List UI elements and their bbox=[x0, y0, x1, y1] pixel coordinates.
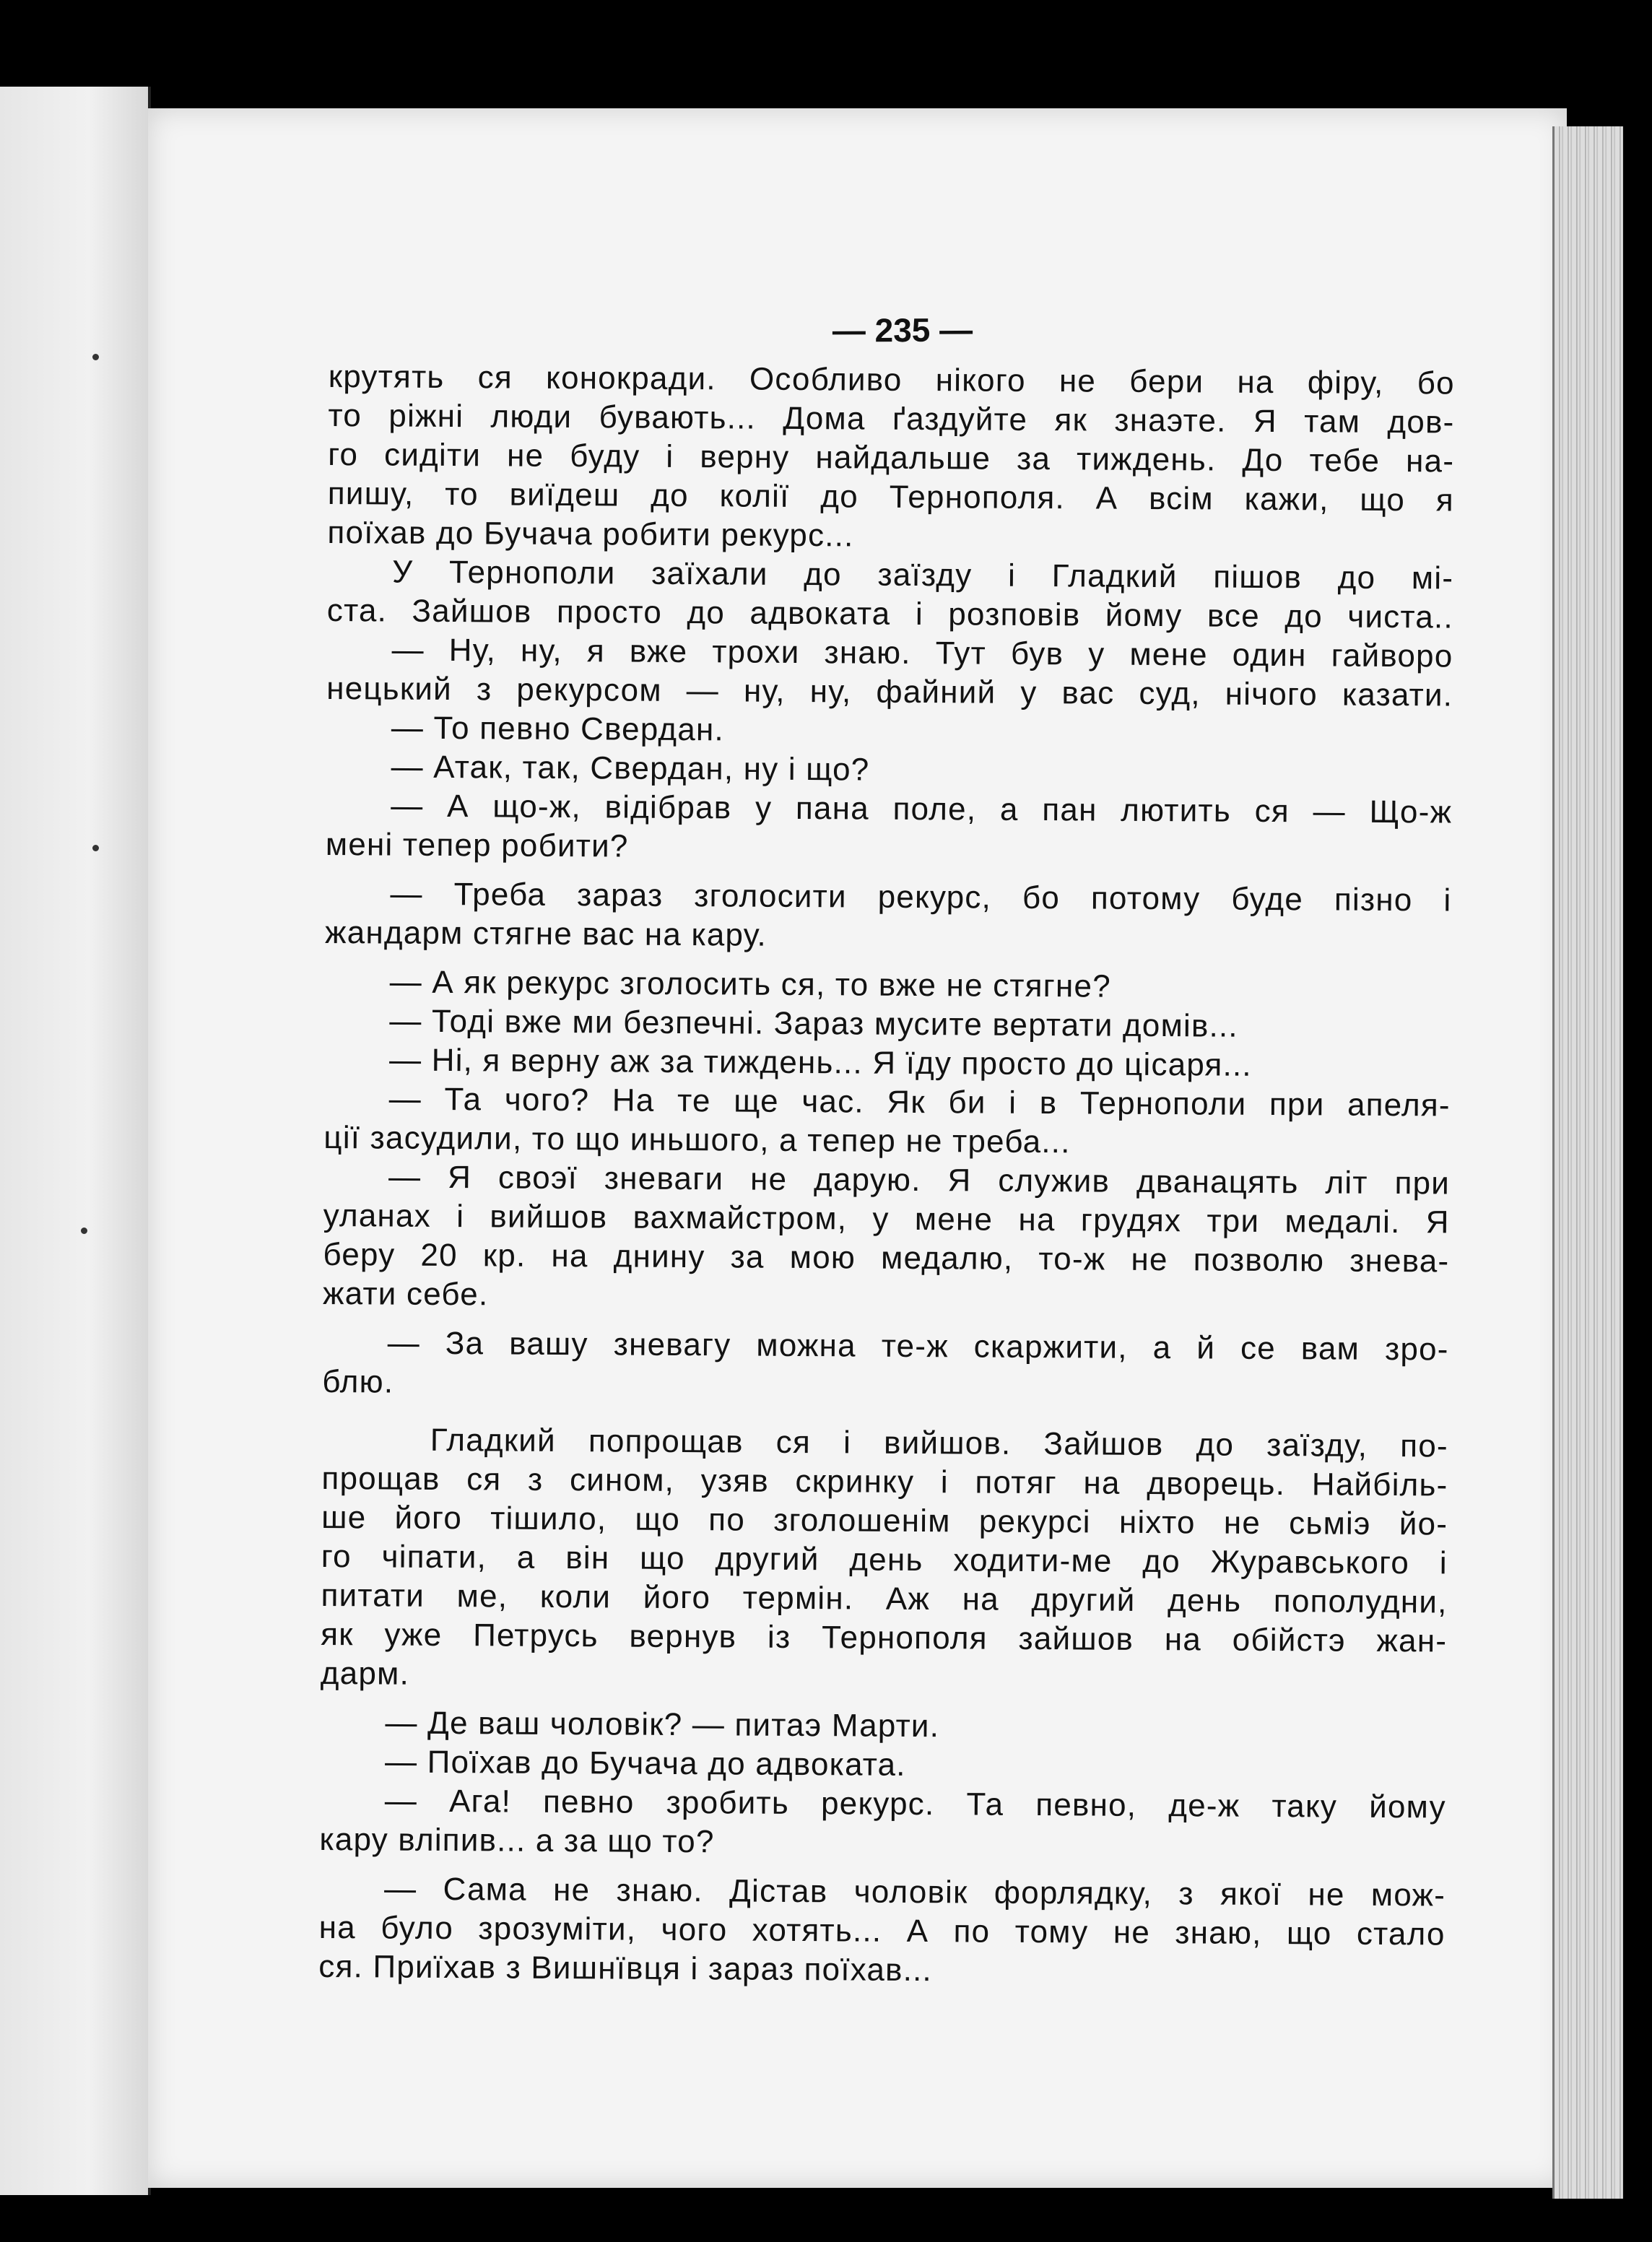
text-line: жандарм стягне вас на кару. bbox=[324, 914, 768, 953]
text-line: крутять ся конокради. Особливо нікого не бери на фіру, бо bbox=[328, 358, 1455, 401]
text-line: жати себе. bbox=[322, 1275, 489, 1313]
text-line: беру 20 кр. на днину за мою медалю, то-ж не позволю знева- bbox=[323, 1236, 1450, 1279]
text-line: — Поїхав до Бучача до адвоката. bbox=[384, 1744, 906, 1783]
text-line: — Ну, ну, я вже трохи знаю. Тут був у мене один гайворо bbox=[391, 632, 1453, 674]
text-line: го сидіти не буду і верну найдальше за тиждень. До тебе на- bbox=[328, 436, 1455, 479]
text-line: блю. bbox=[322, 1363, 394, 1400]
text-line: ше його тішило, що по зголошенім рекурсі ніхто не сьміэ йо- bbox=[321, 1499, 1448, 1542]
text-line: пишу, то виїдеш до колії до Тернополя. А всім кажи, що я bbox=[327, 475, 1454, 518]
text-line: — А що-ж, відібрав у пана поле, а пан лютить ся — Що-ж bbox=[391, 788, 1453, 830]
text-line: — Та чого? На те ще час. Як би і в Тернополи при апеля- bbox=[388, 1081, 1451, 1124]
text-line: уланах і вийшов вахмайстром, у мене на грудях три медалі. Я bbox=[323, 1197, 1450, 1241]
text-line: — За вашу зневагу можна те-ж скаржити, а й се вам зро- bbox=[387, 1325, 1449, 1368]
text-line: ста. Зайшов просто до адвоката і розповів йому все до чиста.. bbox=[326, 592, 1453, 635]
text-line: — Я своэї зневаги не дарую. Я служив дванацять літ при bbox=[388, 1159, 1451, 1202]
text-line: то ріжні люди бувають... Дома ґаздуйте як знаэте. Я там дов- bbox=[328, 397, 1455, 440]
text-line: питати ме, коли його термін. Аж на другий день пополудни, bbox=[321, 1577, 1448, 1620]
text-line: — То певно Свердан. bbox=[391, 710, 725, 748]
text-line: — Треба зараз зголосити рекурс, бо потому буде пізно і bbox=[390, 876, 1452, 918]
page-number: — 235 — bbox=[832, 310, 973, 349]
text-line: нецький з рекурсом — ну, ну, файний у вас суд, нічого казати. bbox=[326, 670, 1453, 713]
text-line: поїхав до Бучача робити рекурс... bbox=[327, 514, 854, 554]
text-line: прощав ся з сином, узяв скринку і потяг на дворець. Найбіль- bbox=[321, 1460, 1448, 1503]
text-line: ся. Приїхав з Вишнївця і зараз поїхав... bbox=[318, 1948, 933, 1989]
text-line: — Атак, так, Свердан, ну і що? bbox=[391, 749, 870, 788]
text-line: кару вліпив... а за що то? bbox=[319, 1821, 715, 1860]
text-line: ції засудили, то що иньшого, а тепер не треба... bbox=[323, 1119, 1071, 1160]
page-stack-edge bbox=[1552, 126, 1623, 2199]
text-line: У Тернополи заїхали до заїзду і Гладкий пішов до мі- bbox=[392, 554, 1454, 596]
left-page-edge bbox=[0, 87, 151, 2195]
text-line: на було зрозуміти, чого хотять... А по тому не знаю, що стало bbox=[318, 1909, 1446, 1952]
margin-dot bbox=[92, 354, 99, 360]
text-line: — Тоді вже ми безпечні. Зараз мусите вертати домів... bbox=[389, 1003, 1238, 1044]
page-body-text bbox=[318, 357, 1455, 1993]
text-line: мені тепер робити? bbox=[325, 826, 629, 864]
text-line: — А як рекурс зголосить ся, то вже не стягне? bbox=[389, 964, 1112, 1004]
text-line: Гладкий попрощав ся і вийшов. Зайшов до заїзду, по- bbox=[430, 1422, 1448, 1464]
text-line: дарм. bbox=[320, 1655, 410, 1692]
text-line: — Сама не знаю. Дістав чоловік форлядку, з якої не мож- bbox=[383, 1871, 1446, 1913]
text-line: го чіпати, а він що другий день ходити-ме до Журавського і bbox=[321, 1538, 1448, 1581]
text-line: — Ні, я верну аж за тиждень... Я їду просто до цісаря... bbox=[388, 1042, 1252, 1083]
text-line: як уже Петрусь вернув із Тернополя зайшов на обійстэ жан- bbox=[321, 1616, 1448, 1659]
margin-dot bbox=[81, 1228, 87, 1234]
text-line: — Де ваш чоловік? — питаэ Марти. bbox=[385, 1705, 940, 1744]
text-line: — Ага! певно зробить рекурс. Та певно, де-ж таку йому bbox=[384, 1783, 1446, 1825]
margin-dot bbox=[92, 845, 99, 851]
